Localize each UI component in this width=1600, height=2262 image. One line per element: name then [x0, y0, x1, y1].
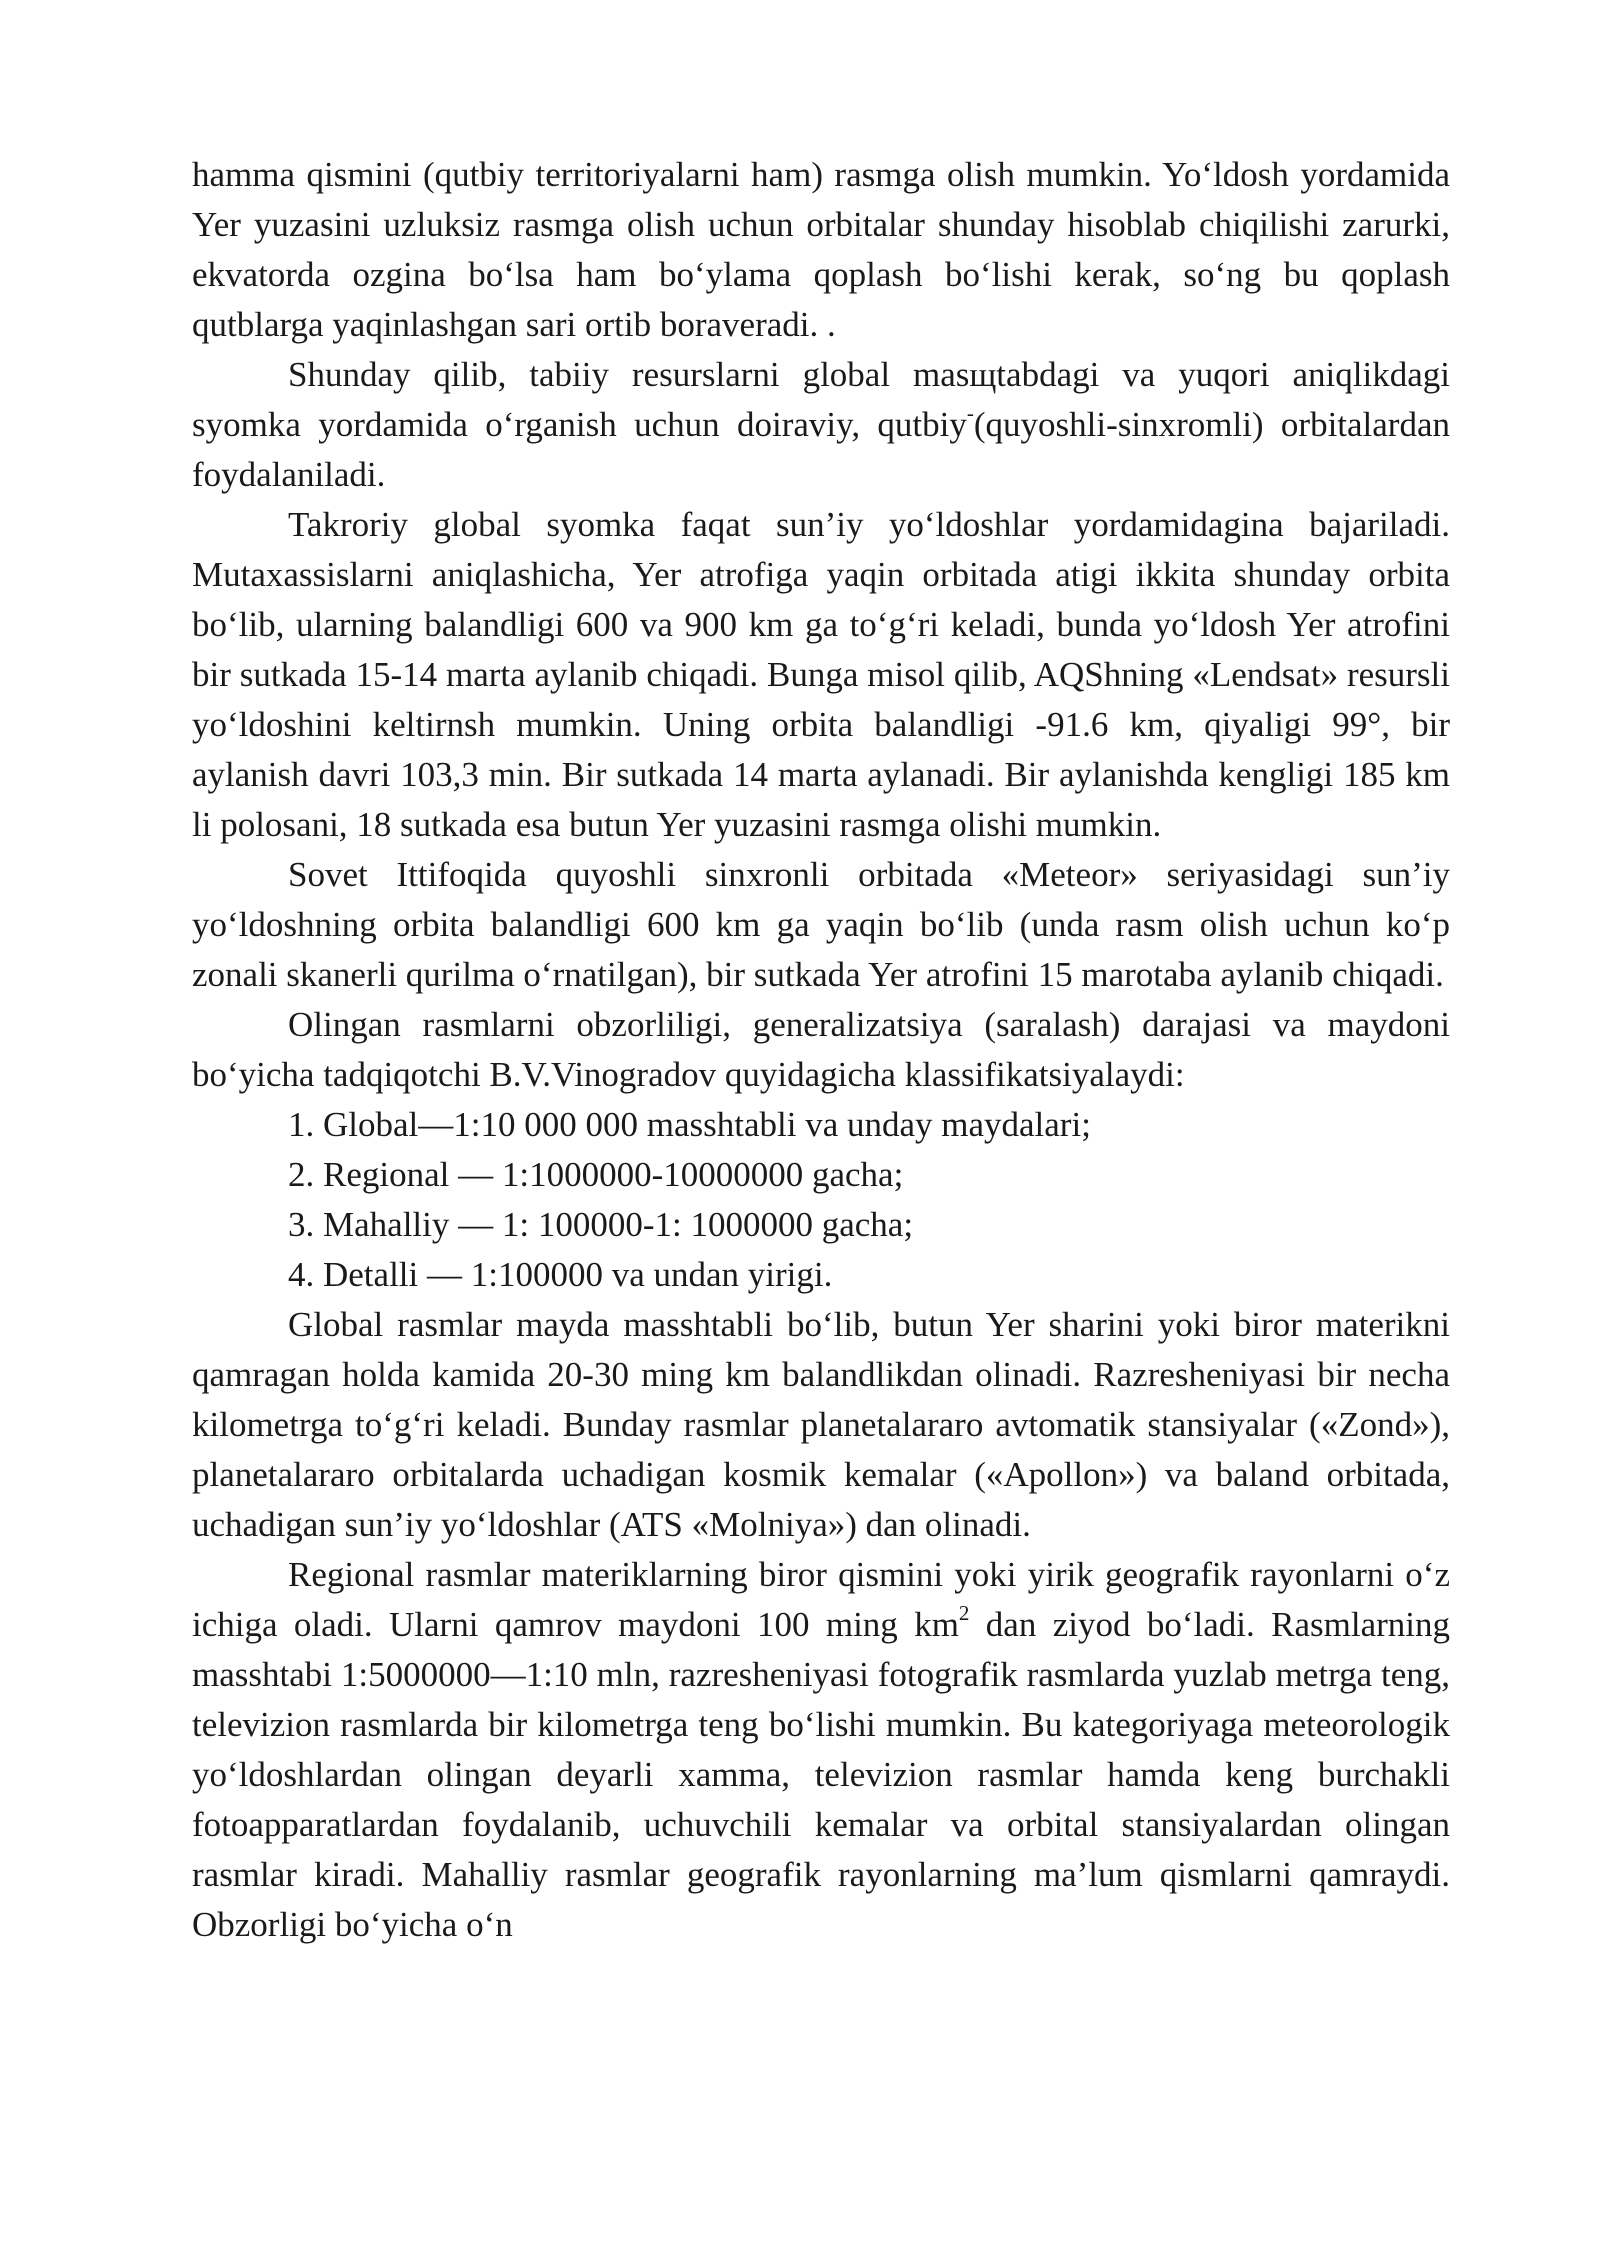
list-item-detalli: 4. Detalli — 1:100000 va undan yirigi. [288, 1255, 833, 1294]
paragraph-4: Sovet Ittifoqida quyoshli sinxronli orbitada «Meteor» seriyasidagi sun’iy yo‘ldoshning orbita balandligi 600 km ga yaqin bo‘lib (unda rasm olish uchun ko‘p zonali skanerli qurilma o‘rnatilgan), bir sutkada Yer atrofini 15 marotaba aylanib chiqadi. [192, 855, 1450, 994]
list-item-regional: 2. Regional — 1:1000000-10000000 gacha; [288, 1155, 904, 1194]
paragraph-3: Takroriy global syomka faqat sun’iy yo‘ldoshlar yordamidagina bajariladi. Mutaxassislarni aniqlashicha, Yer atrofiga yaqin orbitada atigi ikkita shunday orbita bo‘lib, ularning balandligi 600 va 900 km ga to‘g‘ri keladi, bunda yo‘ldosh Yer atrofini bir sutkada 15-14 marta aylanib chiqadi. Bunga misol qilib, AQShning «Lendsat» resursli yo‘ldoshini keltirnsh mumkin. Uning orbita balandligi -91.6 km, qiyaligi 99°, bir aylanish davri 103,3 min. Bir sutkada 14 marta aylanadi. Bir aylanishda kengligi 185 km li polosani, 18 sutkada esa butun Yer yuzasini rasmga olishi mumkin. [192, 505, 1450, 844]
paragraph-2-text-a: Shunday qilib, tabiiy resurslarni global masщtabdagi va yuqori aniqlikdagi syomka yordamida o‘rganish uchun doiraviy, qutbiy [192, 355, 1450, 444]
paragraph-5: Olingan rasmlarni obzorliligi, generalizatsiya (saralash) darajasi va maydoni bo‘yicha tadqiqotchi B.V.Vinogradov quyidagicha klassifikatsiyalaydi: [192, 1005, 1450, 1094]
list-item-mahalliy: 3. Mahalliy — 1: 100000-1: 1000000 gacha; [288, 1205, 914, 1244]
paragraph-7 [192, 1550, 1450, 1950]
paragraph-2 [192, 350, 1450, 500]
list-item-global: 1. Global—1:10 000 000 masshtabli va unday maydalari; [288, 1105, 1091, 1144]
paragraph-2-text-b: (quyoshli-sinxromli) orbitalardan foydalaniladi. [192, 405, 1450, 494]
paragraph-7-text-a: Regional rasmlar materiklarning biror qismini yoki yirik geografik rayonlarni o‘z ichiga oladi. Ularni qamrov maydoni 100 ming km [192, 1555, 1450, 1644]
paragraph-6: Global rasmlar mayda masshtabli bo‘lib, butun Yer sharini yoki biror materikni qamragan holda kamida 20-30 ming km balandlikdan olinadi. Razresheniyasi bir necha kilometrga to‘g‘ri keladi. Bunday rasmlar planetalararo avtomatik stansiyalar («Zond»), planetalararo orbitalarda uchadigan kosmik kemalar («Apollon») va baland orbitada, uchadigan sun’iy yo‘ldoshlar (ATS «Molniya») dan olinadi. [192, 1305, 1450, 1544]
document-page [192, 150, 1450, 1950]
paragraph-7-text-b: dan ziyod bo‘ladi. Rasmlarning masshtabi 1:5000000—1:10 mln, razresheniyasi fotografik rasmlarda yuzlab metrga teng, televizion rasmlarda bir kilometrga teng bo‘lishi mumkin. Bu kategoriyaga meteorologik yo‘ldoshlardan olingan deyarli xamma, televizion rasmlar hamda keng burchakli fotoapparatlardan foydalanib, uchuvchili kemalar va orbital stansiyalardan olingan rasmlar kiradi. Mahalliy rasmlar geografik rayonlarning ma’lum qismlarni qamraydi. Obzorligi bo‘yicha o‘n [192, 1605, 1450, 1944]
paragraph-1: hamma qismini (qutbiy territoriyalarni ham) rasmga olish mumkin. Yo‘ldosh yordamida Yer yuzasini uzluksiz rasmga olish uchun orbitalar shunday hisoblab chiqilishi zarurki, ekvatorda ozgina bo‘lsa ham bo‘ylama qoplash bo‘lishi kerak, so‘ng bu qoplash qutblarga yaqinlashgan sari ortib boraveradi. . [192, 155, 1450, 344]
paragraph-7-superscript: 2 [958, 1601, 970, 1626]
paragraph-2-superscript: - [966, 401, 974, 426]
